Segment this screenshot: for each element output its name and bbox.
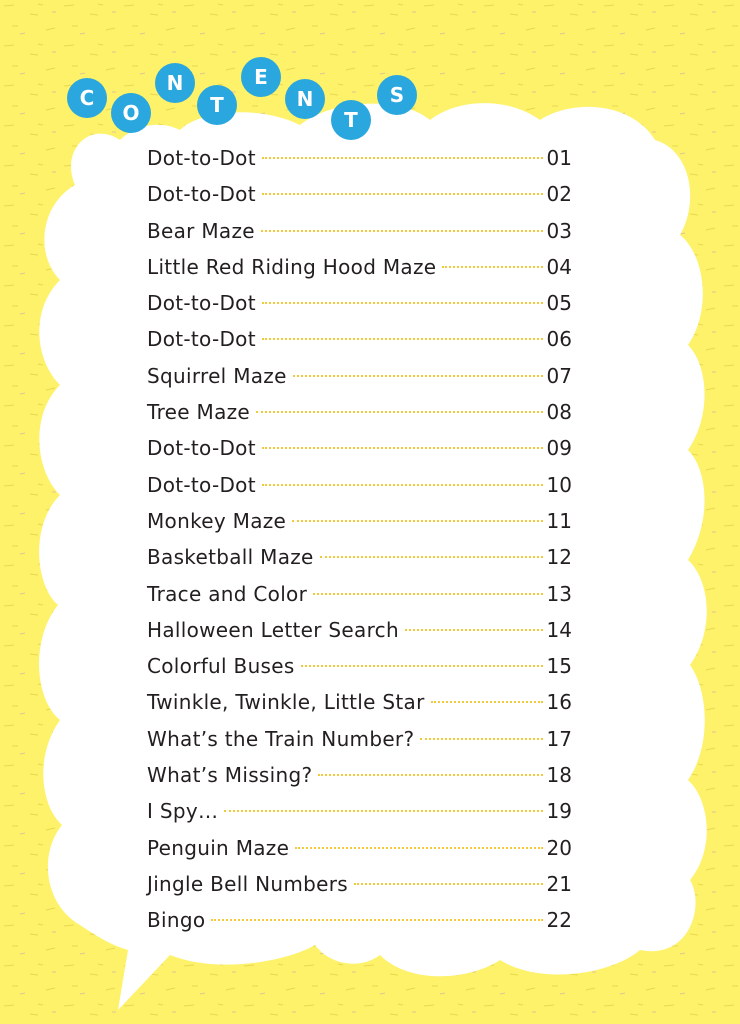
toc-page-number: 11 <box>546 508 572 533</box>
toc-page-number: 18 <box>546 763 572 788</box>
title-letter: T <box>344 108 358 132</box>
leader-dots <box>262 193 543 195</box>
toc-page-number: 16 <box>546 690 572 715</box>
toc-page-number: 10 <box>546 472 572 497</box>
title-letter: C <box>79 86 95 110</box>
toc-entry-title: Colorful Buses <box>147 654 295 679</box>
title-letter-bubble <box>67 78 107 118</box>
leader-dots <box>354 883 543 885</box>
toc-entry[interactable] <box>147 836 572 872</box>
toc-entry-title: Basketball Maze <box>147 545 314 570</box>
toc-entry-title: Trace and Color <box>147 581 308 606</box>
toc-page-number: 09 <box>546 436 572 461</box>
title-letter-bubble <box>155 63 195 103</box>
toc-entry-title: What’s the Train Number? <box>147 726 415 751</box>
leader-dots <box>262 447 543 449</box>
toc-entry-title: Dot-to-Dot <box>147 182 256 207</box>
toc-page-number: 12 <box>546 545 572 570</box>
toc-entry[interactable] <box>147 473 572 509</box>
title-letter: N <box>296 87 314 111</box>
title-letter: S <box>389 83 405 107</box>
toc-page-number: 22 <box>546 908 572 933</box>
leader-dots <box>261 230 543 232</box>
title-letter-bubble <box>111 93 151 133</box>
title-letter: E <box>254 65 268 89</box>
table-of-contents <box>147 146 572 945</box>
toc-entry-title: Tree Maze <box>147 400 251 425</box>
toc-entry-title: Penguin Maze <box>147 835 290 860</box>
toc-page-number: 03 <box>546 218 572 243</box>
leader-dots <box>420 738 542 740</box>
leader-dots <box>292 520 542 522</box>
toc-page-number: 02 <box>546 182 572 207</box>
toc-entry[interactable] <box>147 146 572 182</box>
toc-page-number: 21 <box>546 871 572 896</box>
toc-entry[interactable] <box>147 908 572 944</box>
leader-dots <box>301 665 543 667</box>
toc-entry[interactable] <box>147 654 572 690</box>
toc-entry[interactable] <box>147 364 572 400</box>
contents-title <box>0 0 740 150</box>
toc-page-number: 06 <box>546 327 572 352</box>
leader-dots <box>293 375 543 377</box>
toc-entry-title: Twinkle, Twinkle, Little Star <box>147 690 425 715</box>
title-letter-bubble <box>241 57 281 97</box>
toc-entry-title: Squirrel Maze <box>147 363 287 388</box>
title-letter: T <box>210 93 224 117</box>
toc-page-number: 20 <box>546 835 572 860</box>
title-letter-bubble <box>285 79 325 119</box>
title-letter: O <box>122 101 140 125</box>
leader-dots <box>295 847 542 849</box>
leader-dots <box>320 556 543 558</box>
leader-dots <box>256 411 543 413</box>
toc-entry-title: Halloween Letter Search <box>147 617 399 642</box>
toc-entry-title: Dot-to-Dot <box>147 146 256 170</box>
toc-entry[interactable] <box>147 545 572 581</box>
toc-entry-title: Jingle Bell Numbers <box>147 871 349 896</box>
toc-entry-title: Dot-to-Dot <box>147 436 256 461</box>
toc-entry-title: Bear Maze <box>147 218 255 243</box>
toc-page-number: 15 <box>546 654 572 679</box>
title-letter-bubble <box>197 85 237 125</box>
leader-dots <box>224 810 542 812</box>
toc-entry-title: Dot-to-Dot <box>147 472 256 497</box>
toc-entry-title: Little Red Riding Hood Maze <box>147 254 437 279</box>
toc-page-number: 05 <box>546 291 572 316</box>
leader-dots <box>318 774 542 776</box>
toc-entry[interactable] <box>147 799 572 835</box>
title-letter-bubble <box>331 100 371 140</box>
toc-entry-title: Monkey Maze <box>147 508 287 533</box>
toc-entry[interactable] <box>147 618 572 654</box>
toc-entry-title: Bingo <box>147 908 206 933</box>
toc-entry[interactable] <box>147 763 572 799</box>
toc-page-number: 04 <box>546 254 572 279</box>
leader-dots <box>262 338 543 340</box>
toc-entry[interactable] <box>147 291 572 327</box>
toc-entry-title: Dot-to-Dot <box>147 327 256 352</box>
toc-entry[interactable] <box>147 219 572 255</box>
toc-entry[interactable] <box>147 182 572 218</box>
toc-page-number: 01 <box>546 146 572 170</box>
leader-dots <box>431 701 543 703</box>
toc-entry[interactable] <box>147 690 572 726</box>
title-letter-bubble <box>377 75 417 115</box>
toc-entry[interactable] <box>147 436 572 472</box>
toc-page-number: 19 <box>546 799 572 824</box>
toc-entry[interactable] <box>147 582 572 618</box>
toc-entry[interactable] <box>147 327 572 363</box>
leader-dots <box>262 302 543 304</box>
leader-dots <box>262 157 543 159</box>
toc-entry[interactable] <box>147 255 572 291</box>
toc-entry[interactable] <box>147 509 572 545</box>
toc-entry[interactable] <box>147 727 572 763</box>
leader-dots <box>211 919 542 921</box>
toc-page-number: 08 <box>546 400 572 425</box>
toc-entry[interactable] <box>147 872 572 908</box>
toc-entry-title: I Spy… <box>147 799 219 824</box>
toc-entry-title: Dot-to-Dot <box>147 291 256 316</box>
leader-dots <box>262 484 543 486</box>
title-letter: N <box>166 71 184 95</box>
toc-entry-title: What’s Missing? <box>147 763 313 788</box>
toc-page-number: 14 <box>546 617 572 642</box>
leader-dots <box>442 266 542 268</box>
leader-dots <box>313 593 542 595</box>
toc-page-number: 07 <box>546 363 572 388</box>
leader-dots <box>405 629 543 631</box>
toc-page-number: 13 <box>546 581 572 606</box>
toc-page-number: 17 <box>546 726 572 751</box>
toc-entry[interactable] <box>147 400 572 436</box>
